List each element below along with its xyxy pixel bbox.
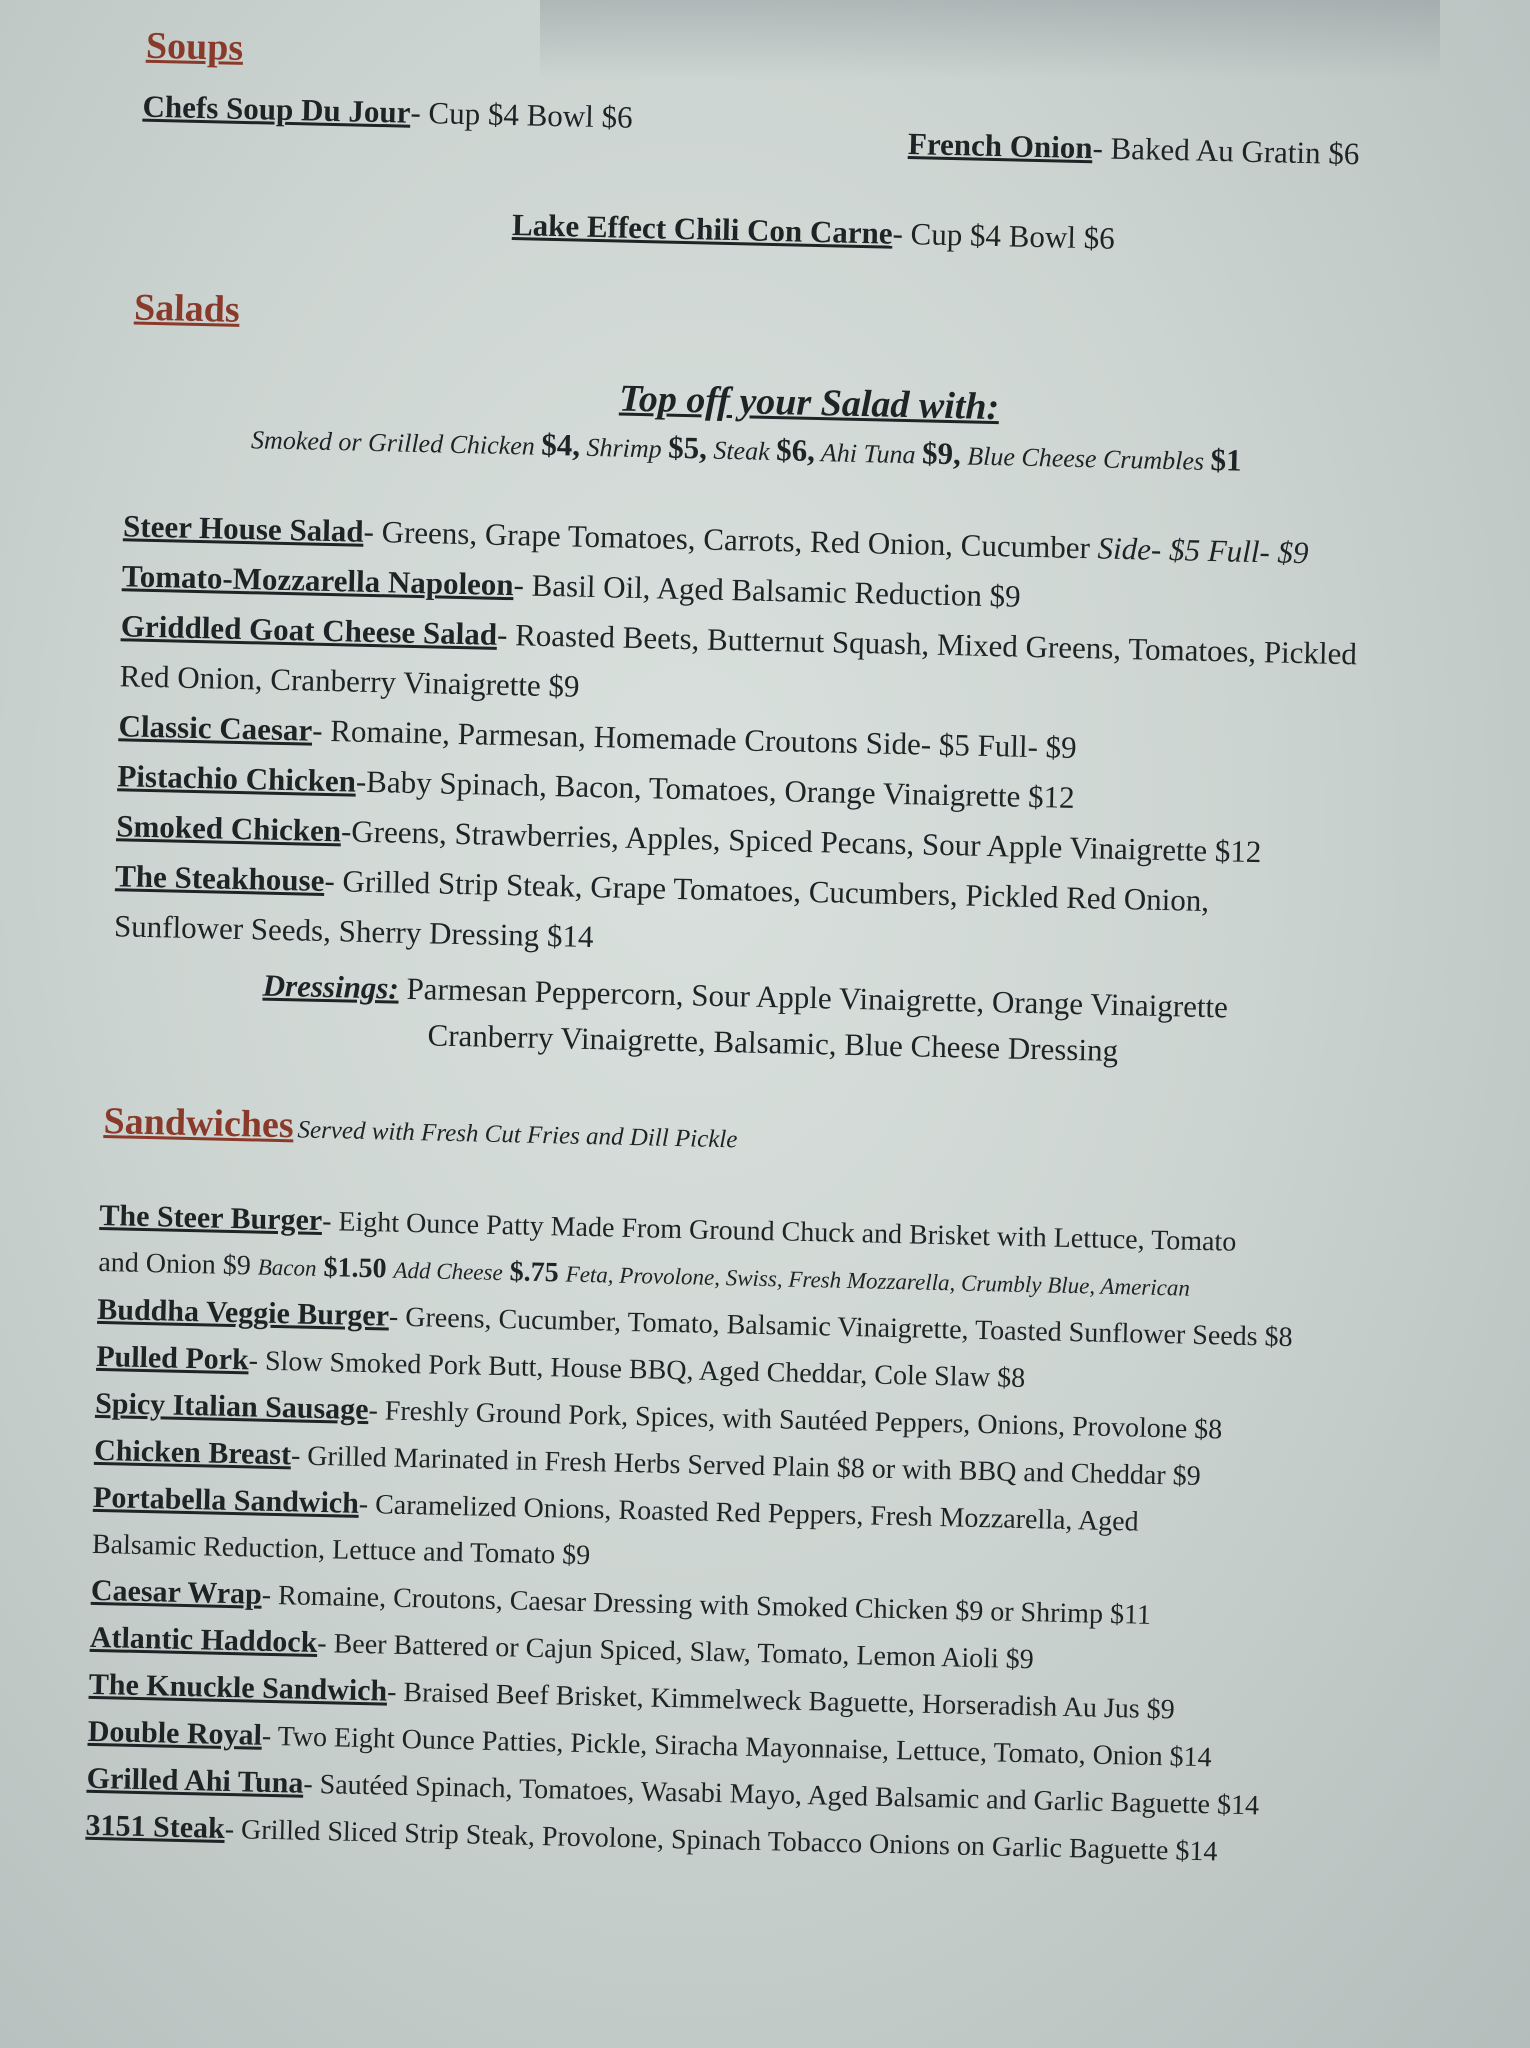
soup-item (511, 200, 1115, 264)
salad-desc: - Basil Oil, Aged Balsamic Reduction $9 (513, 567, 1022, 614)
dressings-line-2: Cranberry Vinaigrette, Balsamic, Blue Cheese Dressing (427, 1017, 1119, 1069)
toppings-line (251, 420, 1242, 478)
sandwich-desc: - Beer Battered or Cajun Spiced, Slaw, Tomato, Lemon Aioli $9 (317, 1628, 1035, 1676)
salad-desc: -Greens, Strawberries, Apples, Spiced Pecans, Sour Apple Vinaigrette $12 (340, 813, 1262, 870)
soup-item (907, 119, 1360, 179)
sandwich-name: Double Royal (87, 1714, 263, 1752)
sandwich-name: The Steer Burger (99, 1198, 323, 1237)
sandwich-name: Portabella Sandwich (92, 1480, 360, 1520)
topping-price: $1 (1210, 441, 1243, 478)
sandwich-desc: - Braised Beef Brisket, Kimmelweck Baguette, Horseradish Au Jus $9 (386, 1676, 1176, 1726)
sandwich-desc: - Romaine, Croutons, Caesar Dressing with Smoked Chicken $9 or Shrimp $11 (261, 1579, 1152, 1631)
salad-name: Classic Caesar (118, 708, 313, 748)
bacon-label: Bacon (257, 1254, 317, 1281)
topping-price: $9, (921, 435, 962, 472)
sandwich-desc: - Eight Ounce Patty Made From Ground Chuck and Brisket with Lettuce, Tomato (321, 1206, 1237, 1258)
topping-label: Blue Cheese Crumbles (966, 441, 1205, 476)
sandwich-desc: - Greens, Cucumber, Tomato, Balsamic Vinaigrette, Toasted Sunflower Seeds $8 (388, 1301, 1293, 1354)
sandwich-name: The Knuckle Sandwich (88, 1667, 388, 1708)
sandwich-desc: - Caramelized Onions, Roasted Red Peppers, Fresh Mozzarella, Aged (358, 1488, 1139, 1538)
soup-desc: - Baked Au Gratin $6 (1092, 130, 1360, 172)
salad-desc: - Romaine, Parmesan, Homemade Croutons Side- $5 Full- $9 (311, 712, 1078, 765)
topping-label: Shrimp (586, 432, 662, 464)
topping-price: $4, (540, 426, 581, 463)
cheese-price: $.75 (509, 1256, 560, 1289)
soup-name: Lake Effect Chili Con Carne (511, 207, 893, 251)
topping-label: Steak (713, 435, 771, 466)
bacon-price: $1.50 (323, 1252, 387, 1285)
salad-price: Side- $5 Full- $9 (1097, 530, 1309, 571)
salad-desc: - Roasted Beets, Butternut Squash, Mixed Greens, Tomatoes, Pickled (496, 616, 1358, 672)
salad-name: Tomato-Mozzarella Napoleon (121, 558, 515, 603)
sandwich-name: Atlantic Haddock (89, 1620, 318, 1659)
sandwich-desc: - Grilled Marinated in Fresh Herbs Served Plain $8 or with BBQ and Cheddar $9 (290, 1440, 1201, 1492)
salad-item-cont: Red Onion, Cranberry Vinaigrette $9 (119, 658, 580, 704)
salad-name: Griddled Goat Cheese Salad (120, 608, 498, 652)
soup-desc: - Cup $4 Bowl $6 (410, 94, 633, 135)
salad-name: Steer House Salad (122, 508, 365, 549)
sandwich-item-cont: Balsamic Reduction, Lettuce and Tomato $9 (91, 1528, 591, 1572)
cheese-list: Feta, Provolone, Swiss, Fresh Mozzarella, Crumbly Blue, American (565, 1261, 1191, 1301)
sandwich-name: Caesar Wrap (90, 1573, 263, 1611)
salad-name: The Steakhouse (114, 858, 325, 898)
sandwich-desc: - Sautéed Spinach, Tomatoes, Wasabi Mayo, Aged Balsamic and Garlic Baguette $14 (303, 1768, 1260, 1822)
sandwich-name: Grilled Ahi Tuna (86, 1761, 304, 1800)
dressings-list: Parmesan Peppercorn, Sour Apple Vinaigrette, Orange Vinaigrette (406, 970, 1229, 1025)
sandwich-name: Spicy Italian Sausage (94, 1386, 369, 1427)
topping-label: Ahi Tuna (820, 438, 916, 470)
salad-desc: - Grilled Strip Steak, Grape Tomatoes, Cucumbers, Pickled Red Onion, (324, 862, 1210, 919)
soups-heading: Soups (145, 24, 244, 69)
salad-desc: -Baby Spinach, Bacon, Tomatoes, Orange Vinaigrette $12 (355, 763, 1076, 815)
sandwich-desc: - Freshly Ground Pork, Spices, with Sautéed Peppers, Onions, Provolone $8 (368, 1395, 1223, 1446)
soup-desc: - Cup $4 Bowl $6 (892, 215, 1116, 256)
salad-desc: - Greens, Grape Tomatoes, Carrots, Red Onion, Cucumber (363, 513, 1091, 566)
burger-base-price: and Onion $9 (98, 1246, 252, 1282)
salad-list (113, 501, 1359, 979)
salad-name: Pistachio Chicken (117, 758, 357, 799)
sandwich-name: Chicken Breast (93, 1433, 292, 1472)
sandwich-name: Buddha Veggie Burger (96, 1292, 390, 1333)
salads-heading: Salads (133, 286, 241, 331)
cheese-label: Add Cheese (393, 1257, 503, 1286)
sandwiches-header (103, 1099, 738, 1157)
topping-label: Smoked or Grilled Chicken (250, 425, 536, 461)
soup-name: Chefs Soup Du Jour (142, 88, 411, 130)
sandwich-desc: - Grilled Sliced Strip Steak, Provolone, Spinach Tobacco Onions on Garlic Baguette $14 (224, 1813, 1218, 1868)
topping-price: $6, (775, 432, 816, 468)
sandwich-list (85, 1193, 1295, 1877)
topoff-title: Top off your Salad with: (618, 377, 1000, 429)
sandwich-name: 3151 Steak (85, 1808, 226, 1845)
dressings-label: Dressings: (262, 967, 400, 1006)
sandwich-desc: - Slow Smoked Pork Butt, House BBQ, Aged Cheddar, Cole Slaw $8 (248, 1345, 1026, 1394)
sandwiches-note: Served with Fresh Cut Fries and Dill Pickle (297, 1116, 738, 1154)
sandwich-desc: - Two Eight Ounce Patties, Pickle, Siracha Mayonnaise, Lettuce, Tomato, Onion $14 (261, 1720, 1212, 1774)
soup-item (142, 82, 633, 143)
soup-name: French Onion (907, 126, 1093, 166)
topping-price: $5, (667, 429, 708, 466)
salad-item-cont: Sunflower Seeds, Sherry Dressing $14 (113, 908, 594, 955)
sandwich-name: Pulled Pork (95, 1339, 250, 1377)
salad-name: Smoked Chicken (115, 808, 342, 849)
sandwiches-heading: Sandwiches (103, 1100, 295, 1147)
